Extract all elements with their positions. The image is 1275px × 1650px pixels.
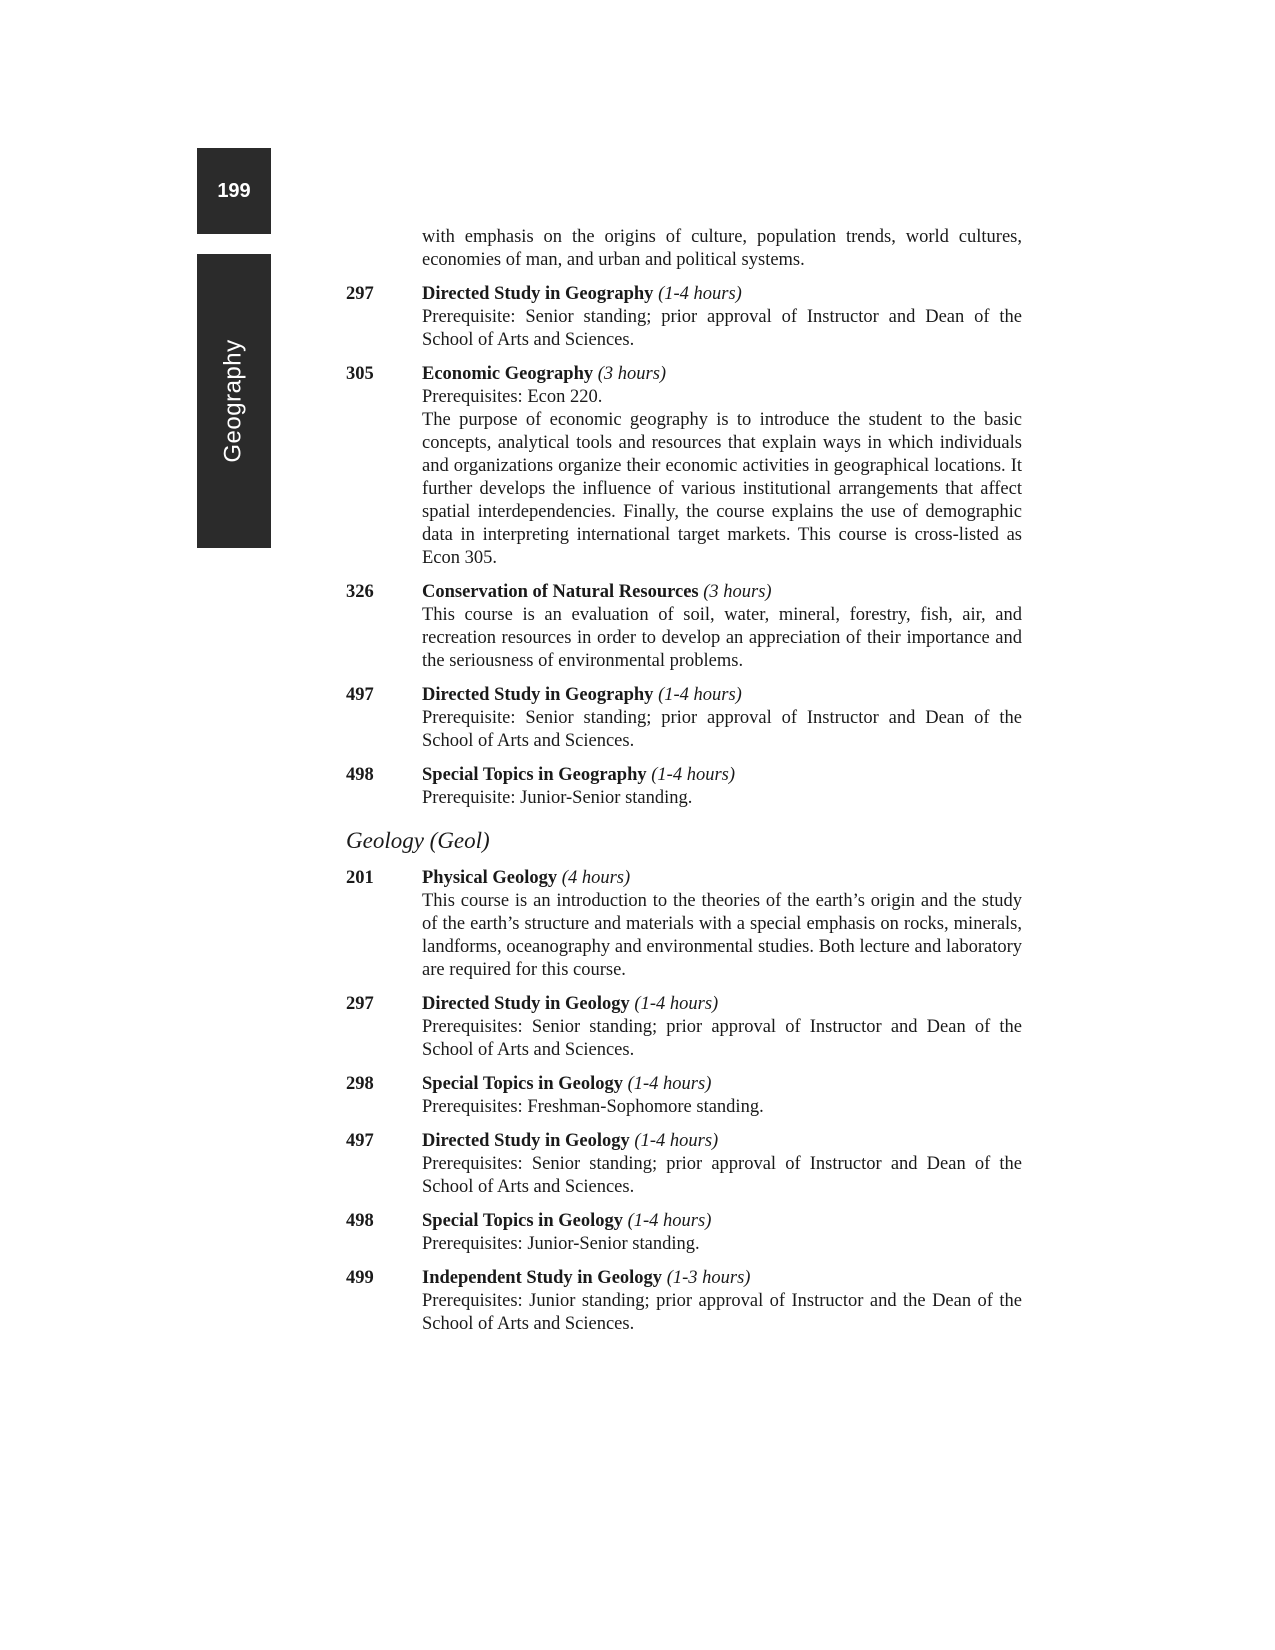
course-hours: (1-4 hours) [627,1074,712,1094]
course-hours: (4 hours) [561,868,631,888]
course-title: Special Topics in Geology [422,1211,623,1231]
course-entry [346,1073,1022,1119]
course-description: This course is an introduction to the theories of the earth’s origin and the study of the earth’s structure and materials with a special emphasis on rocks, minerals, landforms, oceanography and environmental studies. Both lecture and laboratory are required for this course. [422,891,1022,980]
course-body [422,764,1022,810]
course-body [422,1210,1022,1256]
course-number: 305 [346,364,374,384]
course-title: Directed Study in Geology [422,1131,630,1151]
course-entry [346,1267,1022,1336]
course-body [422,363,1022,570]
page-number-tab [197,148,271,234]
section-tab [197,254,271,548]
course-title: Economic Geography [422,364,594,384]
course-number: 497 [346,685,374,705]
course-description: Prerequisites: Junior-Senior standing. [422,1234,700,1254]
course-heading [422,684,1022,707]
course-title: Independent Study in Geology [422,1268,663,1288]
course-title: Special Topics in Geography [422,765,647,785]
course-body [422,283,1022,352]
course-title: Directed Study in Geography [422,284,654,304]
course-description: Prerequisites: Senior standing; prior approval of Instructor and Dean of the School of Arts and Sciences. [422,1017,1022,1060]
course-entry [346,1210,1022,1256]
course-heading [422,1130,1022,1153]
course-description: Prerequisites: Freshman-Sophomore standing. [422,1097,764,1117]
course-number: 498 [346,765,374,785]
course-heading [422,993,1022,1016]
course-hours: (3 hours) [703,582,772,602]
course-title: Special Topics in Geology [422,1074,623,1094]
course-heading [422,283,1022,306]
course-heading [422,764,1022,787]
course-entry [346,363,1022,570]
intro-text: with emphasis on the origins of culture, population trends, world cultures, economies of man, and urban and political systems. [422,227,1022,270]
course-number: 297 [346,284,374,304]
course-number: 298 [346,1074,374,1094]
course-body [422,1073,1022,1119]
course-hours: (1-4 hours) [651,765,736,785]
course-heading [422,363,1022,386]
course-description: This course is an evaluation of soil, water, mineral, forestry, fish, air, and recreation resources in order to develop an appreciation of their importance and the seriousness of environmental problems. [422,605,1022,671]
course-body [422,1267,1022,1336]
course-hours: (1-4 hours) [658,685,742,705]
course-body [422,867,1022,982]
course-hours: (1-4 hours) [658,284,742,304]
course-description: Prerequisites: Econ 220. [422,387,603,407]
course-body [422,684,1022,753]
course-description: Prerequisites: Junior standing; prior approval of Instructor and the Dean of the School of Arts and Sciences. [422,1291,1022,1334]
course-title: Directed Study in Geology [422,994,630,1014]
course-hours: (1-4 hours) [634,994,719,1014]
course-number: 498 [346,1211,374,1231]
course-description: Prerequisite: Senior standing; prior approval of Instructor and Dean of the School of Arts and Sciences. [422,307,1022,350]
course-hours: (1-3 hours) [666,1268,751,1288]
course-body [422,581,1022,673]
course-heading [422,1073,1022,1096]
course-entry [346,1130,1022,1199]
course-description: Prerequisite: Junior-Senior standing. [422,788,693,808]
course-body [422,993,1022,1062]
course-title: Physical Geology [422,868,558,888]
course-heading [422,867,1022,890]
catalog-content [346,226,1022,1336]
course-title: Conservation of Natural Resources [422,582,699,602]
course-body [422,1130,1022,1199]
course-entry [346,993,1022,1062]
course-heading [422,1267,1022,1290]
course-number: 297 [346,994,374,1014]
course-title: Directed Study in Geography [422,685,654,705]
geology-course-list [346,867,1022,1336]
course-number: 497 [346,1131,374,1151]
course-entry [346,581,1022,673]
course-number: 201 [346,868,374,888]
course-description: Prerequisites: Senior standing; prior approval of Instructor and Dean of the School of Arts and Sciences. [422,1154,1022,1197]
course-description: The purpose of economic geography is to introduce the student to the basic concepts, analytical tools and resources that explain ways in which individuals and organizations organize their economic activities in geographical locations. It further develops the influence of various institutional arrangements that affect spatial interdependencies. Finally, the course explains the use of demographic data in interpreting international target markets. This course is cross-listed as Econ 305. [422,410,1022,568]
course-number: 326 [346,582,374,602]
geology-heading: Geology (Geol) [346,828,490,853]
course-entry [346,867,1022,982]
course-hours: (1-4 hours) [634,1131,719,1151]
geography-course-list [346,283,1022,810]
course-heading [422,1210,1022,1233]
course-heading [422,581,1022,604]
section-tab-label: Geography [220,339,247,463]
course-entry [346,684,1022,753]
course-hours: (3 hours) [597,364,667,384]
course-number: 499 [346,1268,374,1288]
course-hours: (1-4 hours) [627,1211,712,1231]
page-number: 199 [217,179,251,202]
course-entry [346,764,1022,810]
course-entry [346,283,1022,352]
course-description: Prerequisite: Senior standing; prior approval of Instructor and Dean of the School of Arts and Sciences. [422,708,1022,751]
